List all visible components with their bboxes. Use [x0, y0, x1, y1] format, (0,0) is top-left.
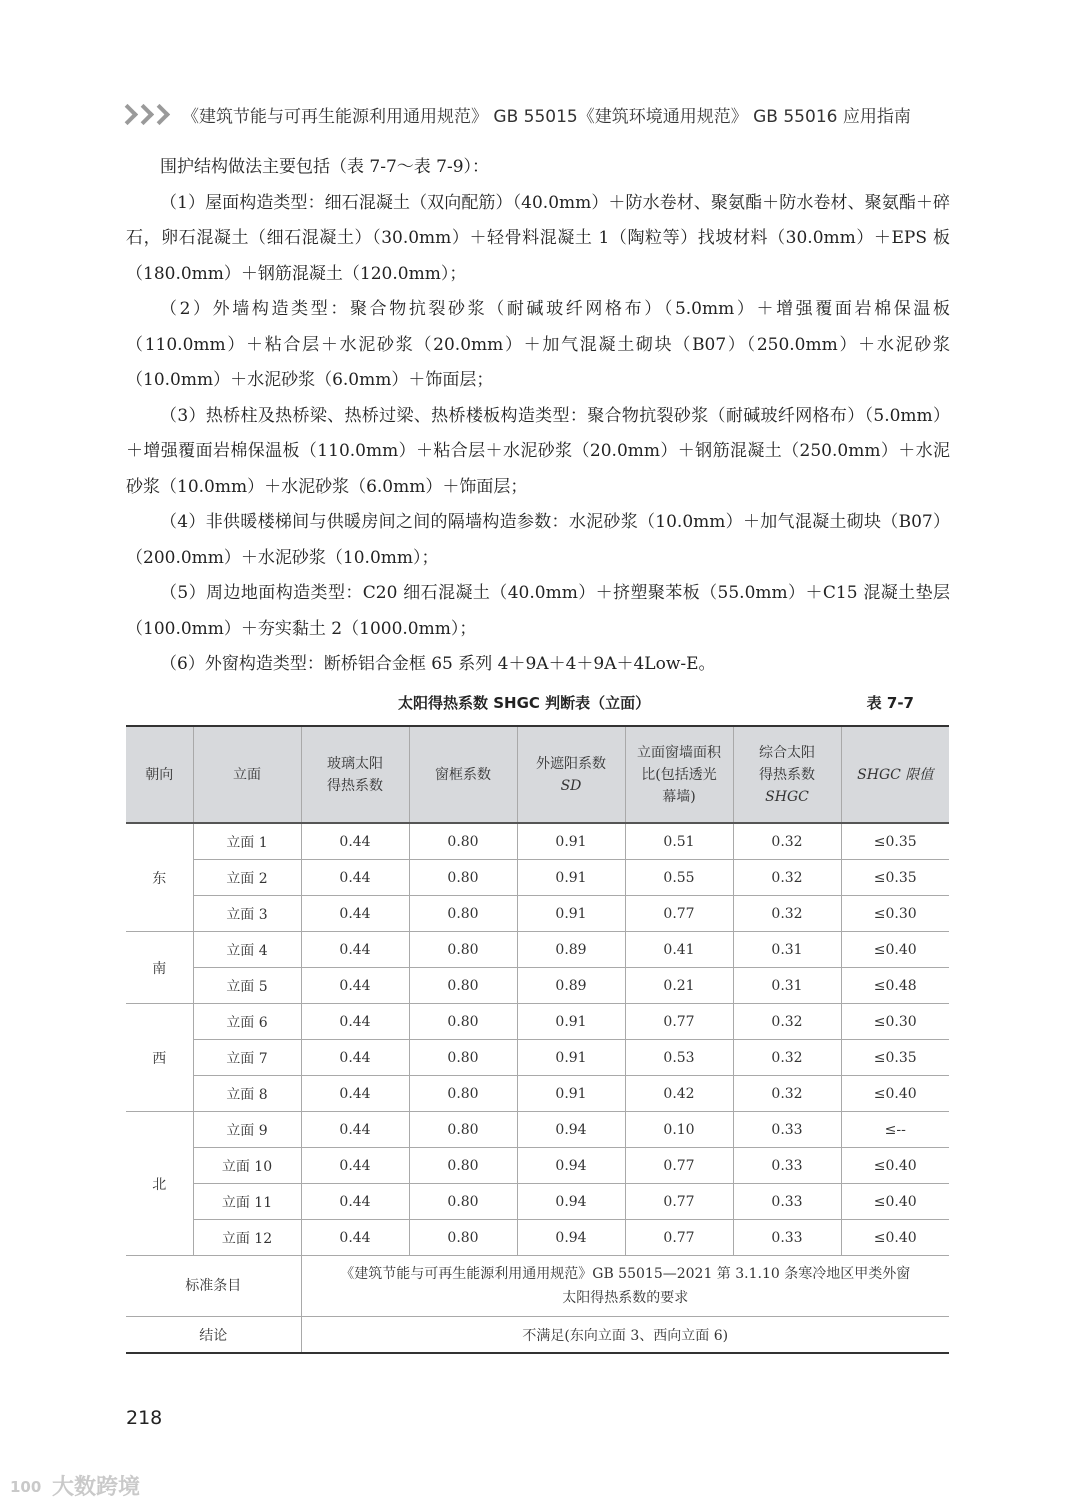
paragraph: （6）外窗构造类型：断桥铝合金框 65 系列 4＋9A＋4＋9A＋4Low-E。 — [160, 654, 716, 674]
chevron-decoration-icon — [120, 107, 168, 122]
header-title: 《建筑节能与可再生能源利用通用规范》 GB 55015《建筑环境通用规范》 GB 55016 应用指南 — [182, 107, 911, 127]
table-cell: 立面 8 — [193, 1076, 301, 1112]
table-cell: ≤-- — [841, 1112, 949, 1148]
conclusion-label: 结论 — [126, 1317, 301, 1354]
running-header — [120, 102, 970, 127]
table-cell: 0.91 — [517, 1040, 625, 1076]
table-cell: 0.89 — [517, 932, 625, 968]
table-cell: 0.91 — [517, 1004, 625, 1040]
table-cell: 0.94 — [517, 1220, 625, 1256]
table-cell: ≤0.30 — [841, 896, 949, 932]
table-row — [126, 1184, 949, 1220]
table-cell: 0.80 — [409, 860, 517, 896]
table-cell: 0.80 — [409, 823, 517, 860]
table-cell: 0.91 — [517, 896, 625, 932]
table-cell: ≤0.40 — [841, 1220, 949, 1256]
table-cell: 立面 6 — [193, 1004, 301, 1040]
table-cell: 0.44 — [301, 932, 409, 968]
paragraph: 围护结构做法主要包括（表 7-7～表 7-9）： — [160, 157, 490, 177]
paragraph: （5）周边地面构造类型：C20 细石混凝土（40.0mm）＋挤塑聚苯板（55.0mm）＋C15 混凝土垫层（100.0mm）＋夯实黏土 2（1000.0mm）； — [126, 583, 950, 639]
table-cell: 0.32 — [733, 823, 841, 860]
orientation-cell: 南 — [126, 932, 193, 1004]
table-cell: 0.44 — [301, 968, 409, 1004]
table-cell: ≤0.35 — [841, 823, 949, 860]
conclusion-text: 不满足(东向立面 3、西向立面 6) — [301, 1317, 949, 1354]
column-header: 立面窗墙面积 比(包括透光 幕墙) — [625, 726, 733, 823]
column-header: 综合太阳 得热系数 SHGC — [733, 726, 841, 823]
orientation-cell: 西 — [126, 1004, 193, 1112]
table-cell: 0.91 — [517, 1076, 625, 1112]
table-cell: 0.77 — [625, 1148, 733, 1184]
table-cell: 0.44 — [301, 896, 409, 932]
watermark — [8, 1470, 140, 1501]
table-cell: ≤0.35 — [841, 1040, 949, 1076]
table-cell: 0.21 — [625, 968, 733, 1004]
table-title: 太阳得热系数 SHGC 判断表（立面） — [398, 694, 651, 712]
table-row — [126, 968, 949, 1004]
table-cell: 立面 9 — [193, 1112, 301, 1148]
table-cell: 0.94 — [517, 1112, 625, 1148]
table-cell: 0.33 — [733, 1220, 841, 1256]
table-cell: ≤0.48 — [841, 968, 949, 1004]
orientation-cell: 东 — [126, 823, 193, 932]
table-cell: ≤0.35 — [841, 860, 949, 896]
table-cell: 0.44 — [301, 823, 409, 860]
table-row — [126, 1220, 949, 1256]
table-cell: 立面 11 — [193, 1184, 301, 1220]
table-cell: 0.80 — [409, 1112, 517, 1148]
column-header: 玻璃太阳 得热系数 — [301, 726, 409, 823]
table-cell: ≤0.30 — [841, 1004, 949, 1040]
table-cell: 0.94 — [517, 1148, 625, 1184]
table-row — [126, 1112, 949, 1148]
table-cell: 0.44 — [301, 1148, 409, 1184]
column-header: 窗框系数 — [409, 726, 517, 823]
table-cell: 0.77 — [625, 1004, 733, 1040]
table-cell: ≤0.40 — [841, 1076, 949, 1112]
table-cell: 0.80 — [409, 1040, 517, 1076]
table-cell: 立面 12 — [193, 1220, 301, 1256]
table-cell: 立面 3 — [193, 896, 301, 932]
table-cell: 0.32 — [733, 896, 841, 932]
table-cell: 0.32 — [733, 1004, 841, 1040]
table-cell: 0.77 — [625, 896, 733, 932]
table-row — [126, 932, 949, 968]
table-cell: 0.32 — [733, 1040, 841, 1076]
table-cell: 0.33 — [733, 1112, 841, 1148]
page-number: 218 — [126, 1407, 163, 1429]
table-cell: 0.80 — [409, 932, 517, 968]
paragraph: （4）非供暖楼梯间与供暖房间之间的隔墙构造参数：水泥砂浆（10.0mm）＋加气混凝土砌块（B07）（200.0mm）＋水泥砂浆（10.0mm）； — [126, 512, 950, 568]
paragraph: （3）热桥柱及热桥梁、热桥过梁、热桥楼板构造类型：聚合物抗裂砂浆（耐碱玻纤网格布）（5.0mm）＋增强覆面岩棉保温板（110.0mm）＋粘合层＋水泥砂浆（20.0mm）＋钢筋混凝土（250.0mm）＋水泥砂浆（10.0mm）＋水泥砂浆（6.0mm）＋饰面层； — [126, 405, 950, 497]
table-cell: 0.44 — [301, 1112, 409, 1148]
table-cell: 0.41 — [625, 932, 733, 968]
table-cell: 0.80 — [409, 1076, 517, 1112]
table-row — [126, 1076, 949, 1112]
watermark-text: 大数跨境 — [52, 1475, 141, 1500]
table-header-row — [126, 726, 949, 823]
table-cell: 0.44 — [301, 1220, 409, 1256]
table-cell: 立面 1 — [193, 823, 301, 860]
table-cell: 0.44 — [301, 1040, 409, 1076]
table-cell: 0.91 — [517, 823, 625, 860]
table-row — [126, 896, 949, 932]
table-cell: 0.80 — [409, 1148, 517, 1184]
table-cell: 0.94 — [517, 1184, 625, 1220]
table-number: 表 7-7 — [866, 694, 914, 712]
table-cell: 0.80 — [409, 1220, 517, 1256]
table-cell: 0.32 — [733, 1076, 841, 1112]
table-cell: ≤0.40 — [841, 1184, 949, 1220]
table-cell: 0.51 — [625, 823, 733, 860]
standard-row — [126, 1256, 949, 1317]
table-cell: 0.31 — [733, 968, 841, 1004]
table-cell: 0.42 — [625, 1076, 733, 1112]
table-cell: 立面 2 — [193, 860, 301, 896]
paragraph: （1）屋面构造类型：细石混凝土（双向配筋）（40.0mm）＋防水卷材、聚氨酯＋防水卷材、聚氨酯＋碎石，卵石混凝土（细石混凝土）（30.0mm）＋轻骨料混凝土 1（陶粒等）找坡材料（30.0mm）＋EPS 板（180.0mm）＋钢筋混凝土（120.0mm）； — [126, 192, 950, 284]
table-cell: 0.80 — [409, 1184, 517, 1220]
table-cell: 立面 4 — [193, 932, 301, 968]
orientation-cell: 北 — [126, 1112, 193, 1256]
watermark-logo-icon — [8, 1473, 48, 1499]
table-cell: 0.44 — [301, 1184, 409, 1220]
table-cell: 0.80 — [409, 896, 517, 932]
table-row — [126, 1004, 949, 1040]
table-cell: ≤0.40 — [841, 1148, 949, 1184]
column-header: SHGC 限值 — [841, 726, 949, 823]
table-cell: 0.44 — [301, 1004, 409, 1040]
table-cell: 0.33 — [733, 1184, 841, 1220]
table-cell: 0.53 — [625, 1040, 733, 1076]
table-cell: 0.10 — [625, 1112, 733, 1148]
table-cell: ≤0.40 — [841, 932, 949, 968]
table-cell: 0.55 — [625, 860, 733, 896]
table-cell: 立面 7 — [193, 1040, 301, 1076]
table-row — [126, 1148, 949, 1184]
table-cell: 0.80 — [409, 1004, 517, 1040]
table-cell: 0.77 — [625, 1184, 733, 1220]
body-text — [126, 150, 950, 683]
table-cell: 0.31 — [733, 932, 841, 968]
table-cell: 0.32 — [733, 860, 841, 896]
column-header: 朝向 — [126, 726, 193, 823]
table-cell: 0.44 — [301, 1076, 409, 1112]
table-cell: 0.89 — [517, 968, 625, 1004]
table-row — [126, 1040, 949, 1076]
table-row — [126, 860, 949, 896]
table-cell: 立面 10 — [193, 1148, 301, 1184]
table-row — [126, 823, 949, 860]
conclusion-row — [126, 1317, 949, 1354]
standard-label: 标准条目 — [126, 1256, 301, 1317]
watermark-logo-text: 100 — [10, 1477, 42, 1496]
table-cell: 0.80 — [409, 968, 517, 1004]
shgc-table — [126, 725, 949, 1354]
table-cell: 立面 5 — [193, 968, 301, 1004]
table-cell: 0.33 — [733, 1148, 841, 1184]
column-header: 外遮阳系数 SD — [517, 726, 625, 823]
standard-text: 《建筑节能与可再生能源利用通用规范》GB 55015—2021 第 3.1.10 条寒冷地区甲类外窗 太阳得热系数的要求 — [301, 1256, 949, 1317]
paragraph: （2）外墙构造类型：聚合物抗裂砂浆（耐碱玻纤网格布）（5.0mm）＋增强覆面岩棉保温板（110.0mm）＋粘合层＋水泥砂浆（20.0mm）＋加气混凝土砌块（B07）（250.0mm）＋水泥砂浆（10.0mm）＋水泥砂浆（6.0mm）＋饰面层； — [126, 299, 950, 390]
table-cell: 0.91 — [517, 860, 625, 896]
table-cell: 0.44 — [301, 860, 409, 896]
table-cell: 0.77 — [625, 1220, 733, 1256]
column-header: 立面 — [193, 726, 301, 823]
